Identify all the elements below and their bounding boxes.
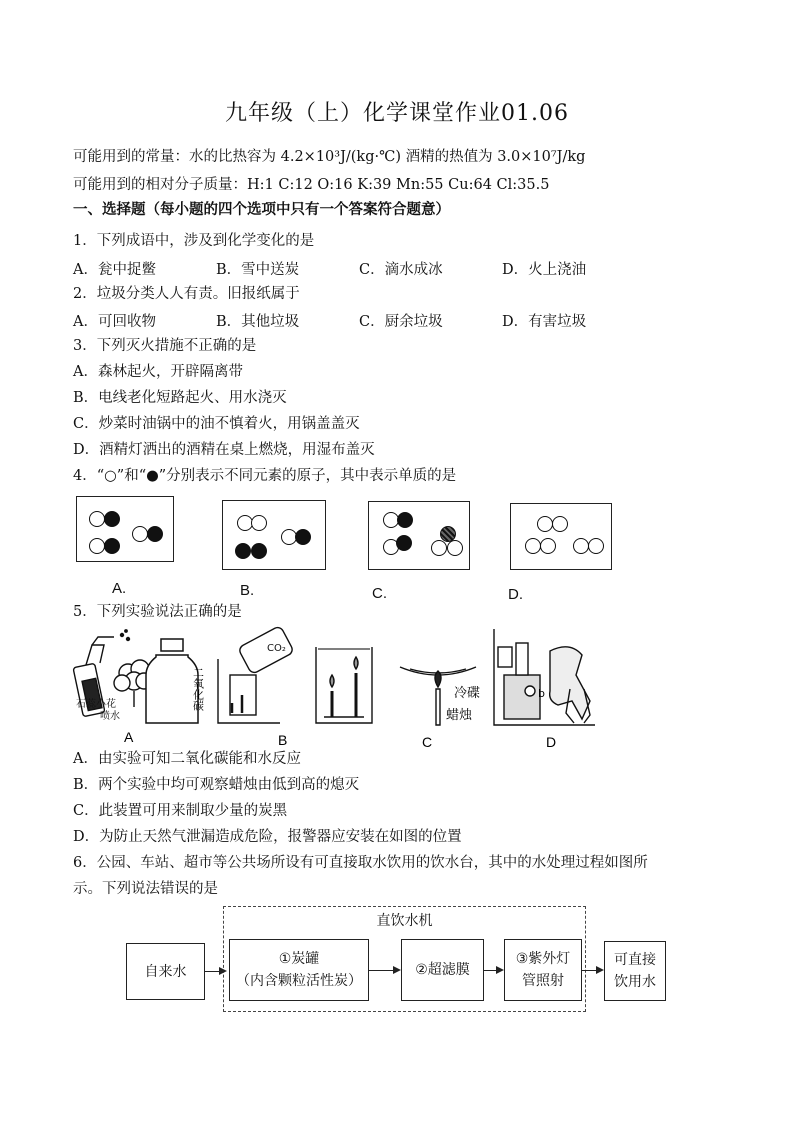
q5-fig-a-gas-bottle: [146, 639, 198, 723]
q3-option-a: A．森林起火，开辟隔离带: [73, 364, 243, 380]
q4-box-d: [510, 503, 612, 570]
q2-stem: 2．垃圾分类人人有责。旧报纸属于: [73, 286, 300, 302]
q6-flow-arrow-3: [484, 970, 502, 971]
q5-fig-d-kitchen: [494, 629, 595, 725]
q4-label-a: A.: [112, 580, 127, 597]
q3-stem: 3．下列灭火措施不正确的是: [73, 338, 257, 354]
q5-fig-spray-label: 喷水: [100, 711, 120, 722]
q6-flow-step-uv: [504, 939, 582, 1001]
q5-fig-label-b: B: [278, 732, 288, 748]
q3-option-b: B．电线老化短路起火、用水浇灭: [73, 390, 287, 406]
q6-flow-step-membrane: ②超滤膜: [401, 939, 484, 1001]
q2-option-c: C．厨余垃圾: [359, 314, 443, 330]
q4-box-a: [76, 496, 174, 562]
q5-option-c: C．此装置可用来制取少量的炭黑: [73, 803, 288, 819]
page-title: 九年级（上）化学课堂作业01.06: [225, 101, 569, 126]
q1-option-a: A．瓮中捉鳖: [73, 262, 156, 278]
q5-fig-candle-label: 蜡烛: [446, 708, 473, 723]
q6-flow-arrow-2: [369, 970, 399, 971]
q1-option-b: B．雪中送炭: [216, 262, 300, 278]
q5-option-d: D．为防止天然气泄漏造成危险，报警器应安装在如图的位置: [73, 829, 462, 845]
q4-box-c: [368, 501, 470, 570]
q6-flow-tap-water: 自来水: [126, 943, 205, 1000]
q5-option-b: B．两个实验中均可观察蜡烛由低到高的熄灭: [73, 777, 360, 793]
q6-machine-label: 直饮水机: [376, 913, 433, 929]
q6-flow-output-line2: 饮用水: [614, 974, 656, 990]
q6-flow-output: [604, 941, 666, 1001]
q6-flow-arrow-4: [582, 970, 602, 971]
q4-label-d: D.: [508, 586, 523, 603]
q1-option-d: D．火上浇油: [502, 262, 587, 278]
q5-fig-b-apparatus: [218, 625, 294, 723]
q2-option-d: D．有害垃圾: [502, 314, 587, 330]
q6-stem-line2: 示。下列说法错误的是: [73, 881, 218, 897]
q5-fig-label-c: C: [422, 734, 433, 750]
q6-flow-arrow-1: [205, 971, 225, 972]
q2-option-b: B．其他垃圾: [216, 314, 300, 330]
constants-line: 可能用到的常量：水的比热容为 4.2×10³J/(kg·℃) 酒精的热值为 3.0×10⁷J/kg: [73, 149, 586, 165]
q4-stem: 4．“○”和“●”分别表示不同元素的原子，其中表示单质的是: [73, 468, 457, 484]
q6-flow-output-line1: 可直接: [614, 952, 656, 968]
q4-label-c: C.: [372, 585, 387, 602]
atomic-masses-line: 可能用到的相对分子质量：H:1 C:12 O:16 K:39 Mn:55 Cu:64 Cl:35.5: [73, 177, 550, 193]
q4-label-b: B.: [240, 582, 255, 599]
q1-stem: 1．下列成语中，涉及到化学变化的是: [73, 233, 315, 249]
q5-fig-co2-vertical: 二氧化碳: [191, 667, 205, 711]
q6-flow-step3-line1: ③紫外灯: [515, 951, 571, 967]
q6-stem-line1: 6．公园、车站、超市等公共场所设有可直接取水饮用的饮水台，其中的水处理过程如图所: [73, 855, 648, 871]
q2-options: [73, 310, 773, 330]
q3-option-d: D．酒精灯洒出的酒精在桌上燃烧，用湿布盖灭: [73, 442, 375, 458]
q6-flow-step-carbon: [229, 939, 369, 1001]
q2-option-a: A．可回收物: [73, 314, 156, 330]
q5-fig-label-d: D: [546, 734, 557, 750]
q5-fig-label-a: A: [124, 729, 134, 745]
q4-box-b: [222, 500, 326, 570]
q5-fig-flower-label: 石蕊小花: [76, 699, 116, 710]
q6-flow-step3-line2: 管照射: [522, 973, 564, 989]
q1-options: [73, 258, 773, 278]
q1-option-c: C．滴水成冰: [359, 262, 443, 278]
q5-fig-plate-label: 冷碟: [454, 686, 481, 701]
section-heading: 一、选择题（每小题的四个选项中只有一个答案符合题意）: [73, 201, 450, 218]
q3-option-c: C．炒菜时油锅中的油不慎着火，用锅盖盖灭: [73, 416, 360, 432]
q5-fig-b-label: b: [538, 687, 545, 700]
q5-option-a: A．由实验可知二氧化碳能和水反应: [73, 751, 301, 767]
q5-fig-co2-label: CO₂: [267, 643, 286, 654]
q5-experiment-figure: [70, 625, 610, 750]
q6-flow-step1-line1: ①炭罐: [278, 951, 320, 967]
q5-fig-b-beaker: [316, 647, 372, 723]
q5-stem: 5．下列实验说法正确的是: [73, 604, 242, 620]
q6-flow-step1-line2: （内含颗粒活性炭）: [236, 973, 362, 989]
